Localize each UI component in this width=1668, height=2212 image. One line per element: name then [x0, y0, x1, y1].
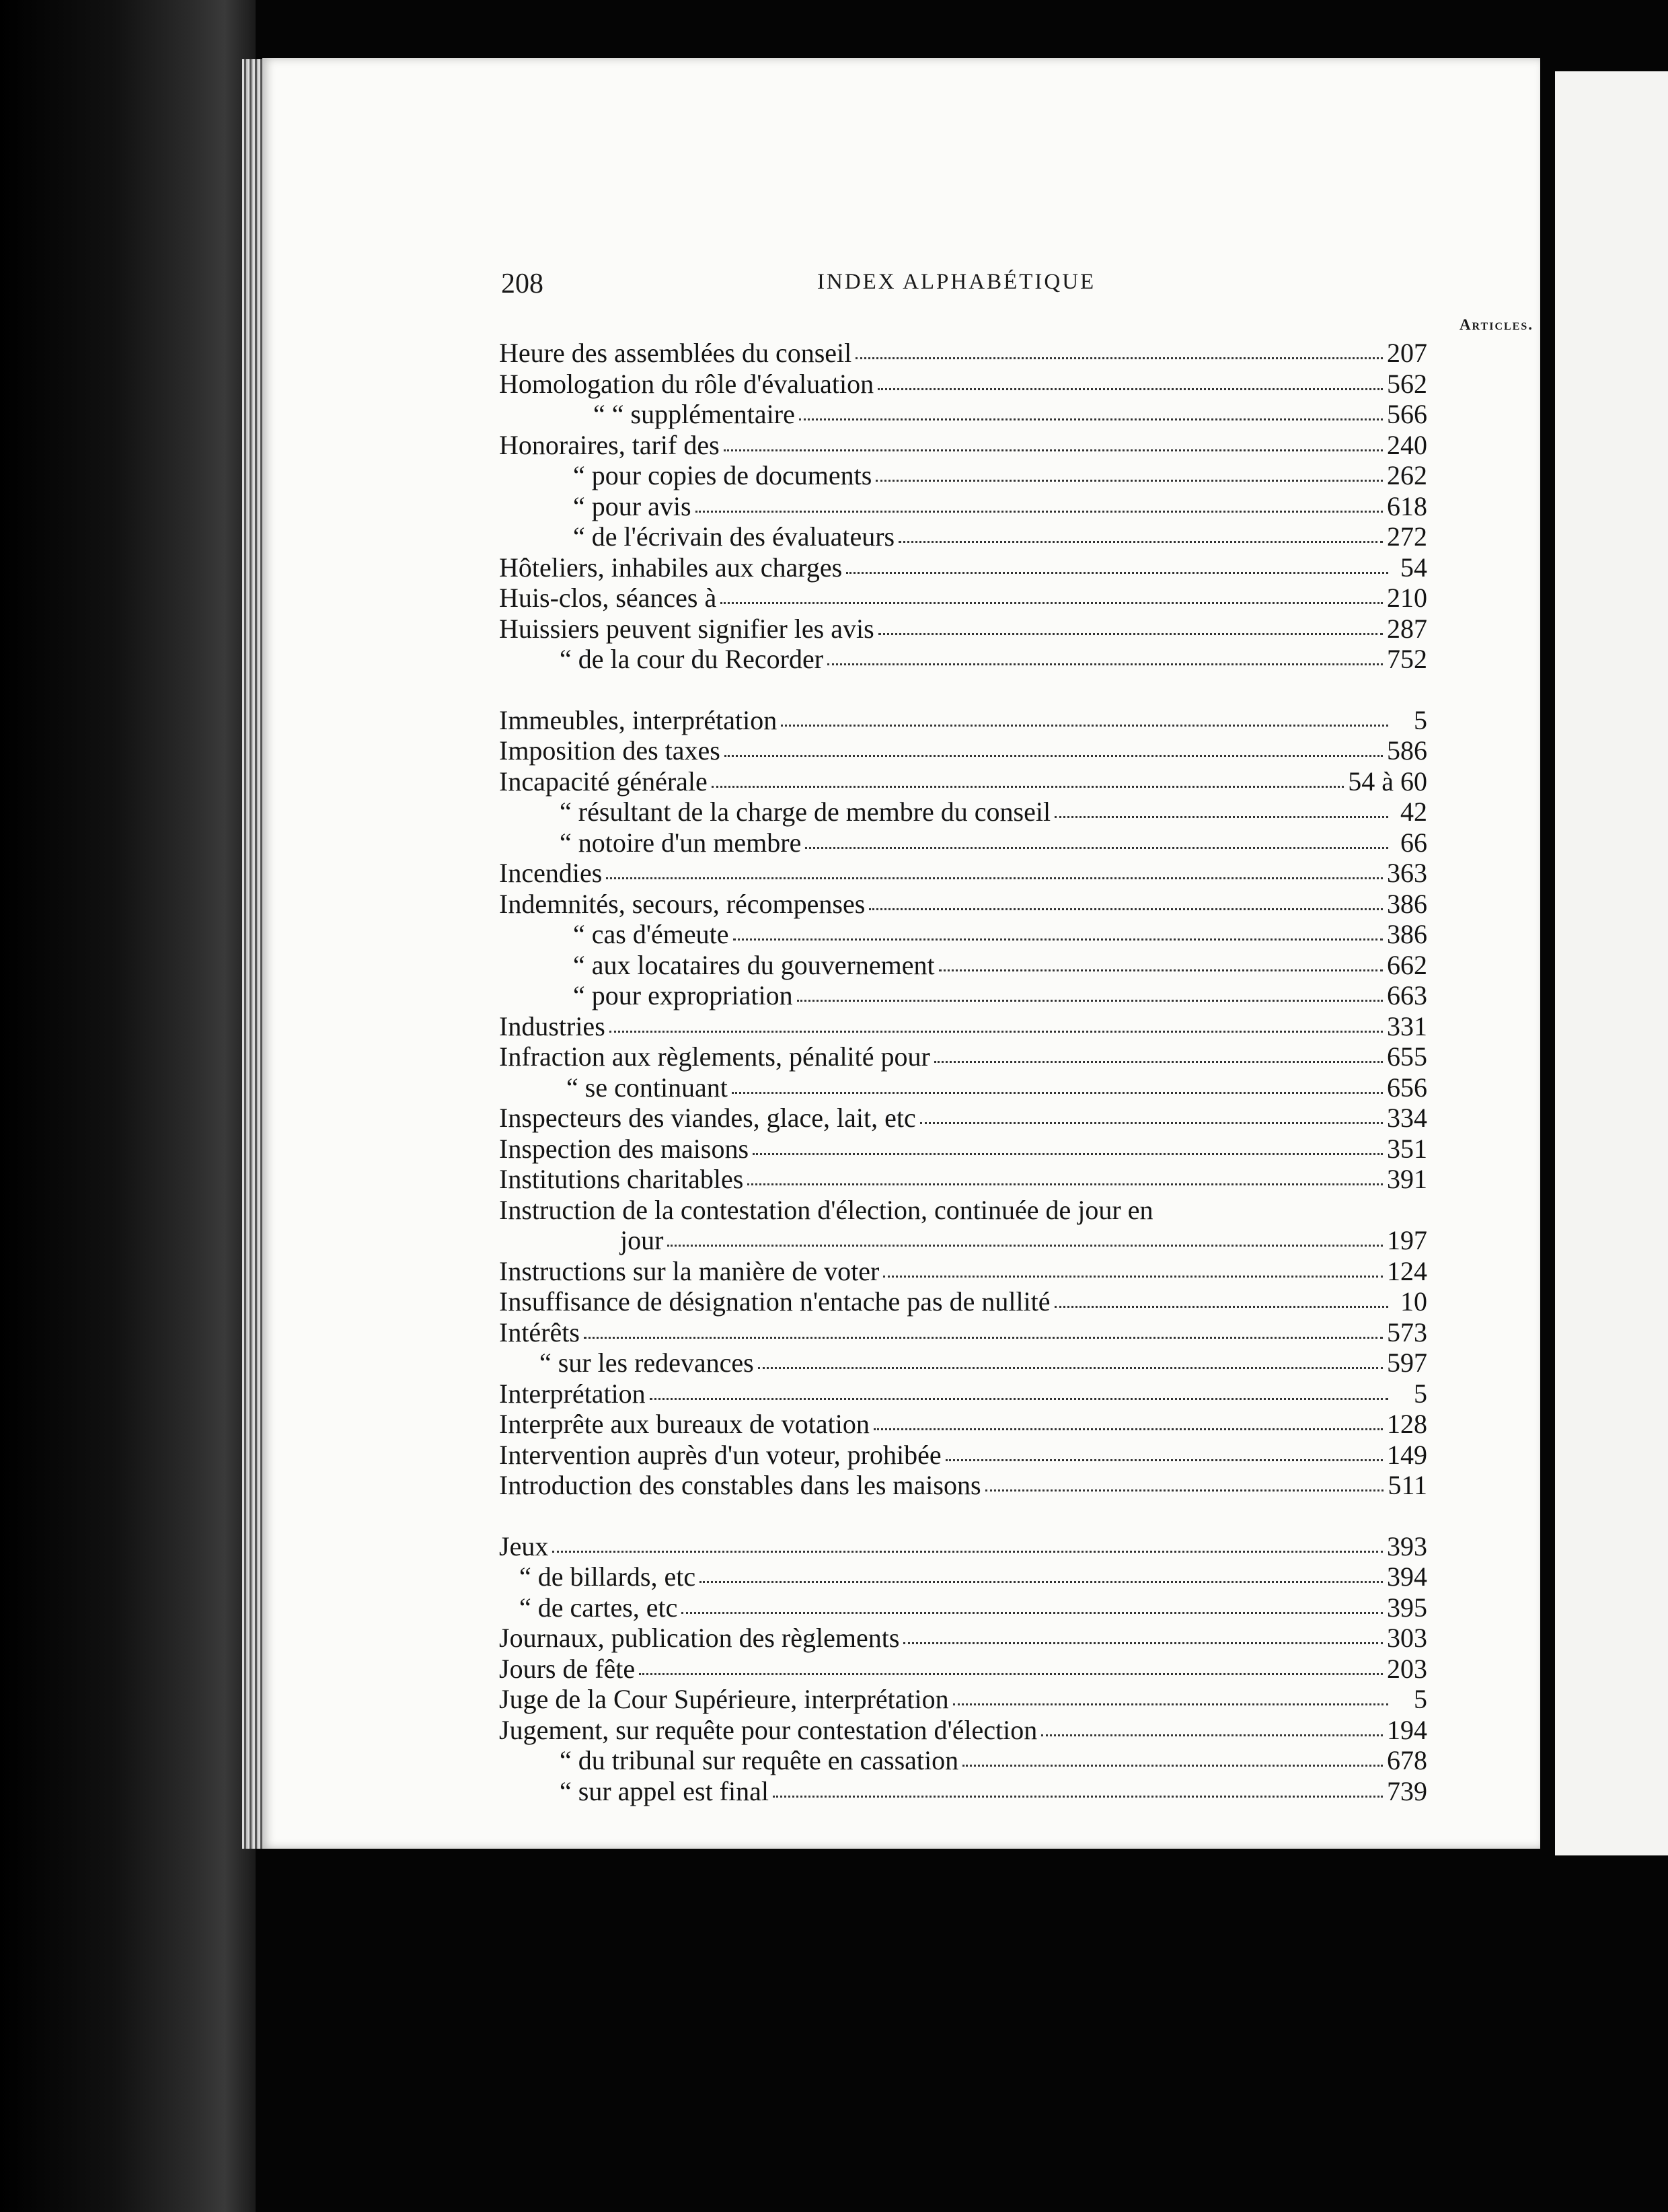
- entry-text: “ du tribunal sur requête en cassation: [560, 1745, 959, 1775]
- article-number: 207: [1387, 338, 1427, 368]
- index-entry: [499, 1317, 1427, 1348]
- entry-text: “ de cartes, etc: [519, 1592, 678, 1623]
- article-number: 5: [1414, 1378, 1427, 1409]
- entry-text: “ de billards, etc: [519, 1561, 696, 1592]
- index-entry: [499, 827, 1427, 858]
- article-number: 656: [1387, 1072, 1427, 1103]
- book-spine-shadow: [0, 0, 256, 2212]
- index-entry: [499, 1103, 1427, 1134]
- index-entry: [499, 919, 1427, 950]
- index-entry: [499, 1470, 1427, 1501]
- article-number: 395: [1387, 1592, 1427, 1623]
- article-number: 5: [1414, 1684, 1427, 1714]
- index-entry: [499, 705, 1427, 736]
- entry-text: “ pour avis: [573, 490, 691, 521]
- page-edge-stack: [242, 59, 262, 1849]
- article-number: 393: [1387, 1531, 1427, 1561]
- index-entry: [499, 1164, 1427, 1195]
- dot-leader: [878, 388, 1383, 390]
- entry-text: Inspecteurs des viandes, glace, lait, etc: [499, 1103, 916, 1133]
- dot-leader: [747, 1183, 1383, 1185]
- index-entry: [499, 644, 1427, 675]
- entry-text: Juge de la Cour Supérieure, interprétation: [499, 1684, 949, 1714]
- dot-leader: [939, 969, 1383, 971]
- dot-leader: [639, 1673, 1383, 1675]
- dot-leader: [985, 1489, 1384, 1491]
- index-entry: [499, 1256, 1427, 1287]
- dot-leader: [1041, 1734, 1383, 1736]
- article-number: 655: [1387, 1041, 1427, 1072]
- article-number: 334: [1387, 1103, 1427, 1133]
- index-entry: [499, 521, 1427, 552]
- entry-text: “ résultant de la charge de membre du conseil: [560, 797, 1051, 827]
- index-entry: [499, 614, 1427, 644]
- index-entry: [499, 338, 1427, 369]
- dot-leader: [773, 1796, 1383, 1798]
- dot-leader: [733, 938, 1383, 941]
- dot-leader: [753, 1153, 1383, 1155]
- index-entry: [499, 1134, 1427, 1165]
- dot-leader: [946, 1459, 1383, 1461]
- dot-leader: [724, 449, 1383, 451]
- article-number: 752: [1387, 644, 1427, 674]
- index-entry: [499, 460, 1427, 491]
- facing-page-edge: [1555, 71, 1668, 1855]
- entry-text: Incendies: [499, 858, 603, 888]
- dot-leader: [1055, 1306, 1388, 1308]
- entry-text: Intervention auprès d'un voteur, prohibée: [499, 1439, 942, 1470]
- entry-text: Jeux: [499, 1531, 549, 1561]
- index-entry: [499, 1654, 1427, 1685]
- entry-text: Jours de fête: [499, 1653, 636, 1684]
- entry-text: “ de l'écrivain des évaluateurs: [573, 521, 895, 552]
- article-number: 240: [1387, 429, 1427, 460]
- running-title: INDEX ALPHABÉTIQUE: [817, 270, 1096, 294]
- entry-text: “ cas d'émeute: [573, 919, 729, 949]
- article-number: 194: [1387, 1714, 1427, 1745]
- entry-text: “ notoire d'un membre: [560, 827, 802, 858]
- dot-leader: [878, 633, 1383, 635]
- dot-leader: [869, 908, 1383, 910]
- entry-text: “ se continuant: [566, 1072, 728, 1103]
- index-entry: [499, 1225, 1427, 1256]
- article-number: 54: [1400, 552, 1427, 583]
- index-entry: [499, 950, 1427, 981]
- article-number: 511: [1388, 1470, 1427, 1500]
- dot-leader: [876, 480, 1383, 482]
- entry-text: Hôteliers, inhabiles aux charges: [499, 552, 843, 583]
- entry-text: Intérêts: [499, 1317, 580, 1348]
- dot-leader: [883, 1276, 1383, 1278]
- article-number: 618: [1387, 490, 1427, 521]
- dot-leader: [758, 1367, 1383, 1369]
- index-entry: [499, 430, 1427, 461]
- article-number: 391: [1387, 1164, 1427, 1194]
- dot-leader: [584, 1337, 1383, 1339]
- index-entry: [499, 1348, 1427, 1378]
- column-heading-articles: Articles.: [1459, 316, 1533, 333]
- article-number: 662: [1387, 949, 1427, 980]
- article-number: 287: [1387, 613, 1427, 644]
- article-number: 663: [1387, 980, 1427, 1010]
- dot-leader: [695, 511, 1383, 513]
- article-number: 10: [1400, 1286, 1427, 1317]
- dot-leader: [797, 1000, 1383, 1002]
- index-entry: [499, 1440, 1427, 1471]
- article-number: 42: [1400, 797, 1427, 827]
- entry-text: Immeubles, interprétation: [499, 704, 778, 735]
- dot-leader: [846, 572, 1388, 574]
- index-entry: [499, 1378, 1427, 1409]
- dot-leader: [920, 1122, 1383, 1124]
- article-number: 331: [1387, 1010, 1427, 1041]
- entry-text: Incapacité générale: [499, 766, 708, 797]
- article-number: 586: [1387, 735, 1427, 766]
- entry-text: Interprête aux bureaux de votation: [499, 1409, 870, 1439]
- entry-text: Huis-clos, séances à: [499, 583, 717, 613]
- entry-text: Heure des assemblées du conseil: [499, 338, 852, 368]
- dot-leader: [720, 602, 1383, 604]
- entry-text: Instruction de la contestation d'élection, continuée de jour en: [499, 1194, 1153, 1225]
- entry-text: Journaux, publication des règlements: [499, 1623, 900, 1653]
- dot-leader: [934, 1061, 1383, 1063]
- article-number: 386: [1387, 888, 1427, 919]
- index-list: [499, 338, 1427, 1806]
- entry-text: Industries: [499, 1010, 605, 1041]
- article-number: 739: [1387, 1775, 1427, 1806]
- index-entry: [499, 399, 1427, 430]
- article-number: 197: [1387, 1225, 1427, 1255]
- article-number: 566: [1387, 399, 1427, 429]
- page-header: [501, 268, 1423, 308]
- dot-leader: [732, 1092, 1383, 1094]
- article-number: 562: [1387, 368, 1427, 399]
- dot-leader: [827, 663, 1383, 665]
- entry-text: Huissiers peuvent signifier les avis: [499, 613, 874, 644]
- index-entry: [499, 1561, 1427, 1592]
- dot-leader: [856, 357, 1383, 359]
- entry-text: Homologation du rôle d'évaluation: [499, 368, 874, 399]
- article-number: 351: [1387, 1133, 1427, 1164]
- index-entry: [499, 1195, 1427, 1226]
- entry-text: Introduction des constables dans les maisons: [499, 1470, 981, 1500]
- index-entry: [499, 583, 1427, 614]
- dot-leader: [799, 418, 1383, 420]
- entry-text: “ pour expropriation: [573, 980, 793, 1010]
- index-entry: [499, 1286, 1427, 1317]
- article-number: 124: [1387, 1255, 1427, 1286]
- dot-leader: [724, 755, 1383, 757]
- dot-leader: [667, 1245, 1383, 1247]
- dot-leader: [874, 1428, 1383, 1430]
- entry-text: jour: [620, 1225, 664, 1255]
- dot-leader: [606, 877, 1383, 879]
- dot-leader: [712, 786, 1344, 788]
- dot-leader: [681, 1612, 1383, 1614]
- dot-leader: [609, 1031, 1383, 1033]
- entry-text: Imposition des taxes: [499, 735, 720, 766]
- index-entry: [499, 1684, 1427, 1715]
- article-number: 272: [1387, 521, 1427, 552]
- index-entry: [499, 1531, 1427, 1562]
- page-number: 208: [501, 268, 543, 299]
- article-number: 386: [1387, 919, 1427, 949]
- entry-text: Institutions charitables: [499, 1164, 744, 1194]
- dot-leader: [781, 725, 1388, 727]
- index-entry: [499, 889, 1427, 920]
- index-entry: [499, 1592, 1427, 1623]
- index-entry: [499, 1409, 1427, 1440]
- entry-text: “ sur appel est final: [560, 1775, 769, 1806]
- entry-text: “ pour copies de documents: [573, 460, 872, 490]
- article-number: 54 à 60: [1348, 766, 1427, 797]
- dot-leader: [1055, 816, 1388, 818]
- article-number: 597: [1387, 1348, 1427, 1378]
- index-entry: [499, 735, 1427, 766]
- article-number: 573: [1387, 1317, 1427, 1348]
- entry-text: Infraction aux règlements, pénalité pour: [499, 1041, 930, 1072]
- dot-leader: [962, 1765, 1383, 1767]
- index-entry: [499, 1072, 1427, 1103]
- index-entry: [499, 1011, 1427, 1042]
- article-number: 262: [1387, 460, 1427, 490]
- index-entry: [499, 980, 1427, 1011]
- dot-leader: [805, 847, 1388, 849]
- article-number: 203: [1387, 1653, 1427, 1684]
- dot-leader: [899, 541, 1383, 543]
- article-number: 149: [1387, 1439, 1427, 1470]
- index-entry: [499, 1776, 1427, 1807]
- entry-text: Interprétation: [499, 1378, 646, 1409]
- index-entry: [499, 552, 1427, 583]
- entry-text: Instructions sur la manière de voter: [499, 1255, 880, 1286]
- index-entry: [499, 369, 1427, 400]
- article-number: 5: [1414, 704, 1427, 735]
- article-number: 66: [1400, 827, 1427, 858]
- index-entry: [499, 797, 1427, 827]
- entry-text: Inspection des maisons: [499, 1133, 749, 1164]
- entry-text: “ de la cour du Recorder: [560, 644, 824, 674]
- entry-text: “ “ supplémentaire: [593, 399, 795, 429]
- entry-text: Insuffisance de désignation n'entache pas de nullité: [499, 1286, 1051, 1317]
- entry-text: Jugement, sur requête pour contestation d'élection: [499, 1714, 1038, 1745]
- dot-leader: [699, 1581, 1383, 1583]
- entry-text: Honoraires, tarif des: [499, 429, 720, 460]
- article-number: 303: [1387, 1623, 1427, 1653]
- index-entry: [499, 1623, 1427, 1654]
- entry-text: Indemnités, secours, récompenses: [499, 888, 866, 919]
- dot-leader: [650, 1398, 1388, 1400]
- article-number: 128: [1387, 1409, 1427, 1439]
- dot-leader: [953, 1703, 1388, 1705]
- article-number: 210: [1387, 583, 1427, 613]
- article-number: 394: [1387, 1561, 1427, 1592]
- dot-leader: [552, 1551, 1383, 1553]
- entry-text: “ aux locataires du gouvernement: [573, 949, 935, 980]
- article-number: 363: [1387, 858, 1427, 888]
- index-entry: [499, 1715, 1427, 1746]
- index-entry: [499, 858, 1427, 889]
- dot-leader: [903, 1642, 1383, 1644]
- article-number: 678: [1387, 1745, 1427, 1775]
- index-entry: [499, 766, 1427, 797]
- index-entry: [499, 491, 1427, 522]
- index-entry: [499, 1041, 1427, 1072]
- entry-text: “ sur les redevances: [539, 1348, 754, 1378]
- index-entry: [499, 1745, 1427, 1776]
